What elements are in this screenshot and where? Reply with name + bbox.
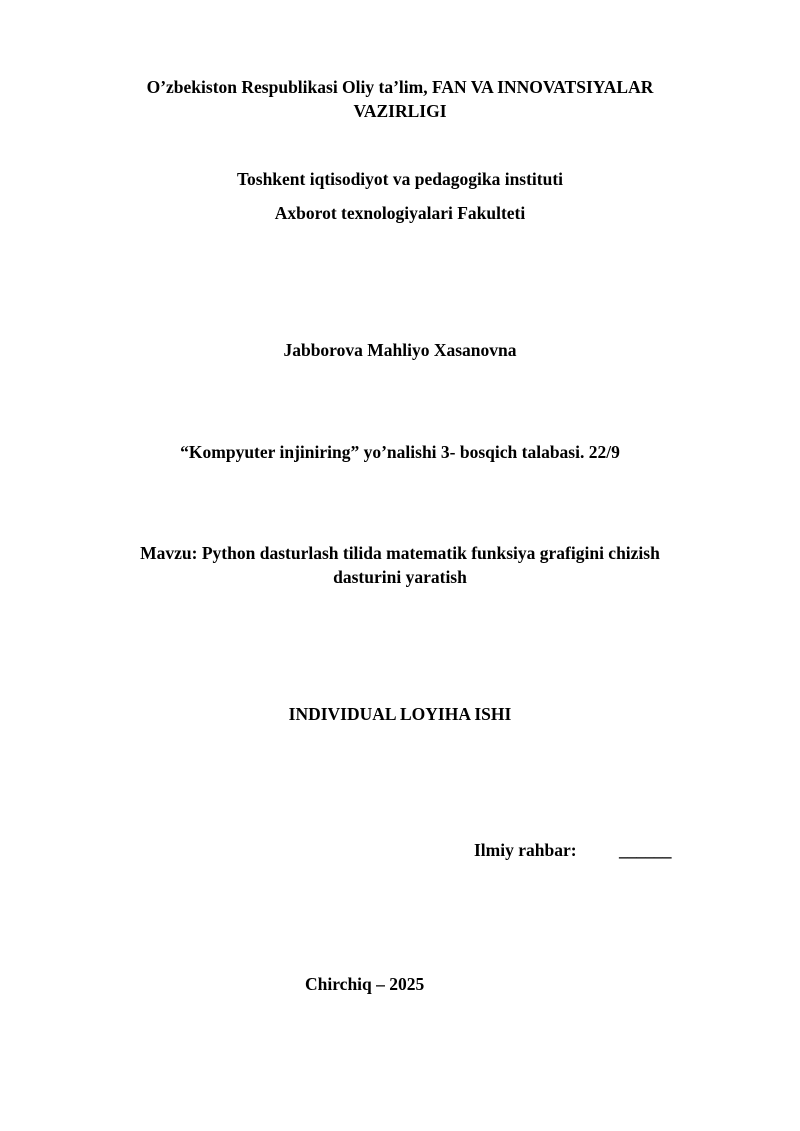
work-type-title: INDIVIDUAL LOYIHA ISHI bbox=[288, 704, 512, 724]
supervisor-label: Ilmiy rahbar: bbox=[474, 840, 577, 860]
supervisor-blank-line: ______ bbox=[618, 840, 672, 860]
institute-name: Toshkent iqtisodiyot va pedagogika instituti bbox=[236, 169, 564, 189]
topic-line-2: dasturini yaratish bbox=[333, 567, 467, 587]
topic-line-1: Mavzu: Python dasturlash tilida matematik funksiya grafigini chizish bbox=[140, 543, 660, 563]
city-year: Chirchiq – 2025 bbox=[305, 974, 425, 994]
student-name: Jabborova Mahliyo Xasanovna bbox=[283, 340, 517, 360]
supervisor-block bbox=[474, 839, 671, 862]
faculty-name: Axborot texnologiyalari Fakulteti bbox=[274, 203, 526, 223]
ministry-title-line-2: VAZIRLIGI bbox=[353, 101, 447, 121]
student-direction: “Kompyuter injiniring” yo’nalishi 3- bosqich talabasi. 22/9 bbox=[180, 442, 620, 462]
ministry-title-line-1: O’zbekiston Respublikasi Oliy ta’lim, FAN VA INNOVATSIYALAR bbox=[146, 77, 654, 97]
